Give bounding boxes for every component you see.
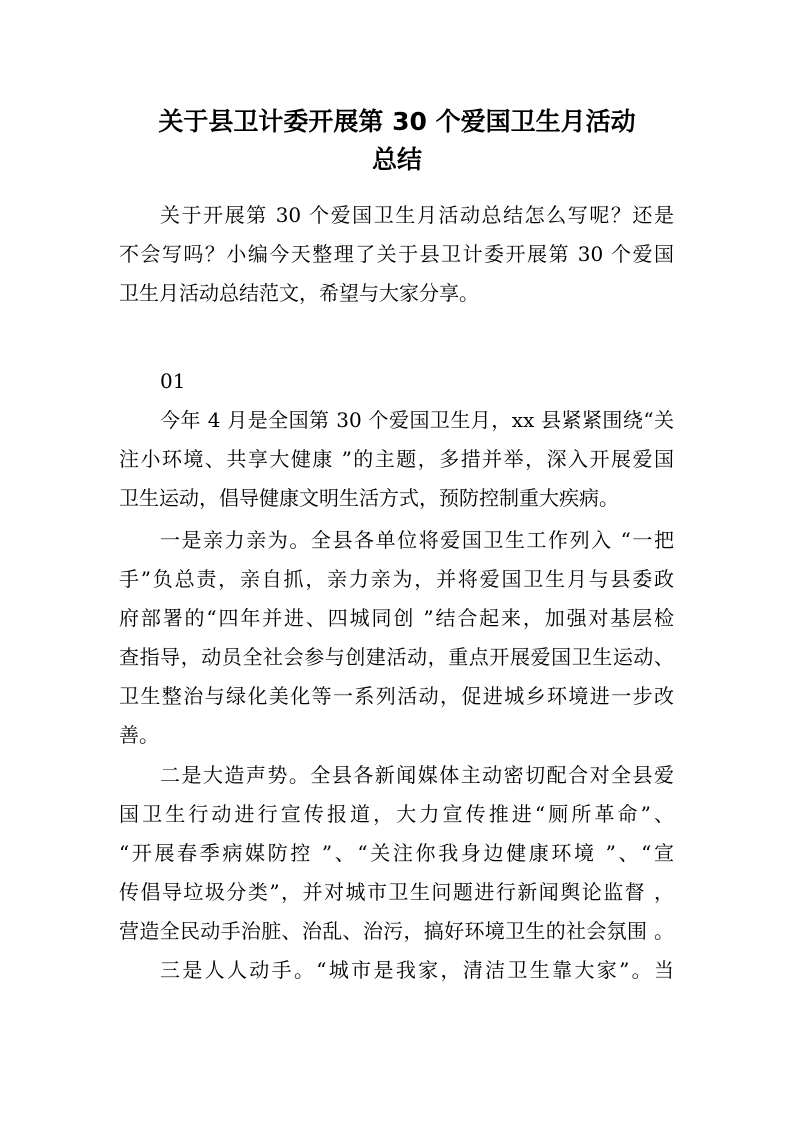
paragraph-line: 三是人人动手。“城市是我家，清洁卫生靠大家”。当 xyxy=(160,958,674,982)
paragraph-3 xyxy=(119,756,674,951)
paragraph-line: 今年 4 月是全国第 30 个爱国卫生月，xx 县紧紧围绕“关 xyxy=(160,408,674,432)
paragraph-1 xyxy=(119,401,674,518)
paragraph-line: 卫生整治与绿化美化等一系列活动，促进城乡环境进一步改 xyxy=(119,684,674,708)
intro-paragraph xyxy=(119,196,674,313)
paragraph-2 xyxy=(119,521,674,755)
paragraph-line: 二是大造声势。全县各新闻媒体主动密切配合对全县爱 xyxy=(160,763,674,787)
intro-line: 关于开展第 30 个爱国卫生月活动总结怎么写呢？还是 xyxy=(160,203,674,227)
paragraph-line: 查指导，动员全社会参与创建活动，重点开展爱国卫生运动、 xyxy=(119,645,674,669)
intro-line: 不会写吗？小编今天整理了关于县卫计委开展第 30 个爱国 xyxy=(119,242,674,266)
section-number: 01 xyxy=(160,369,186,393)
paragraph-line: 传倡导垃圾分类”，并对城市卫生问题进行新闻舆论监督 ， xyxy=(119,880,674,904)
paragraph-line: 府部署的“四年并进、四城同创 ”结合起来，加强对基层检 xyxy=(119,606,674,630)
document-title-line-2: 总结 xyxy=(371,145,422,174)
paragraph-line: 注小环境、共享大健康 ”的主题，多措并举，深入开展爱国 xyxy=(119,447,674,471)
paragraph-line: 卫生运动，倡导健康文明生活方式，预防控制重大疾病。 xyxy=(119,486,619,510)
intro-line: 卫生月活动总结范文，希望与大家分享。 xyxy=(119,281,479,305)
paragraph-line: 善。 xyxy=(119,723,159,747)
paragraph-line: 一是亲力亲为。全县各单位将爱国卫生工作列入 “一把 xyxy=(160,528,674,552)
paragraph-line: 营造全民动手治脏、治乱、治污，搞好环境卫生的社会氛围 。 xyxy=(119,919,674,943)
section-number-block xyxy=(119,362,674,401)
paragraph-4 xyxy=(119,951,674,990)
paragraph-line: 国卫生行动进行宣传报道，大力宣传推进“厕所革命”、 xyxy=(119,802,674,826)
paragraph-line: “开展春季病媒防控 ”、“关注你我身边健康环境 ”、“宣 xyxy=(119,841,674,865)
document-title-line-1: 关于县卫计委开展第 30 个爱国卫生月活动 xyxy=(158,107,636,136)
paragraph-line: 手”负总责，亲自抓，亲力亲为，并将爱国卫生月与县委政 xyxy=(119,567,674,591)
